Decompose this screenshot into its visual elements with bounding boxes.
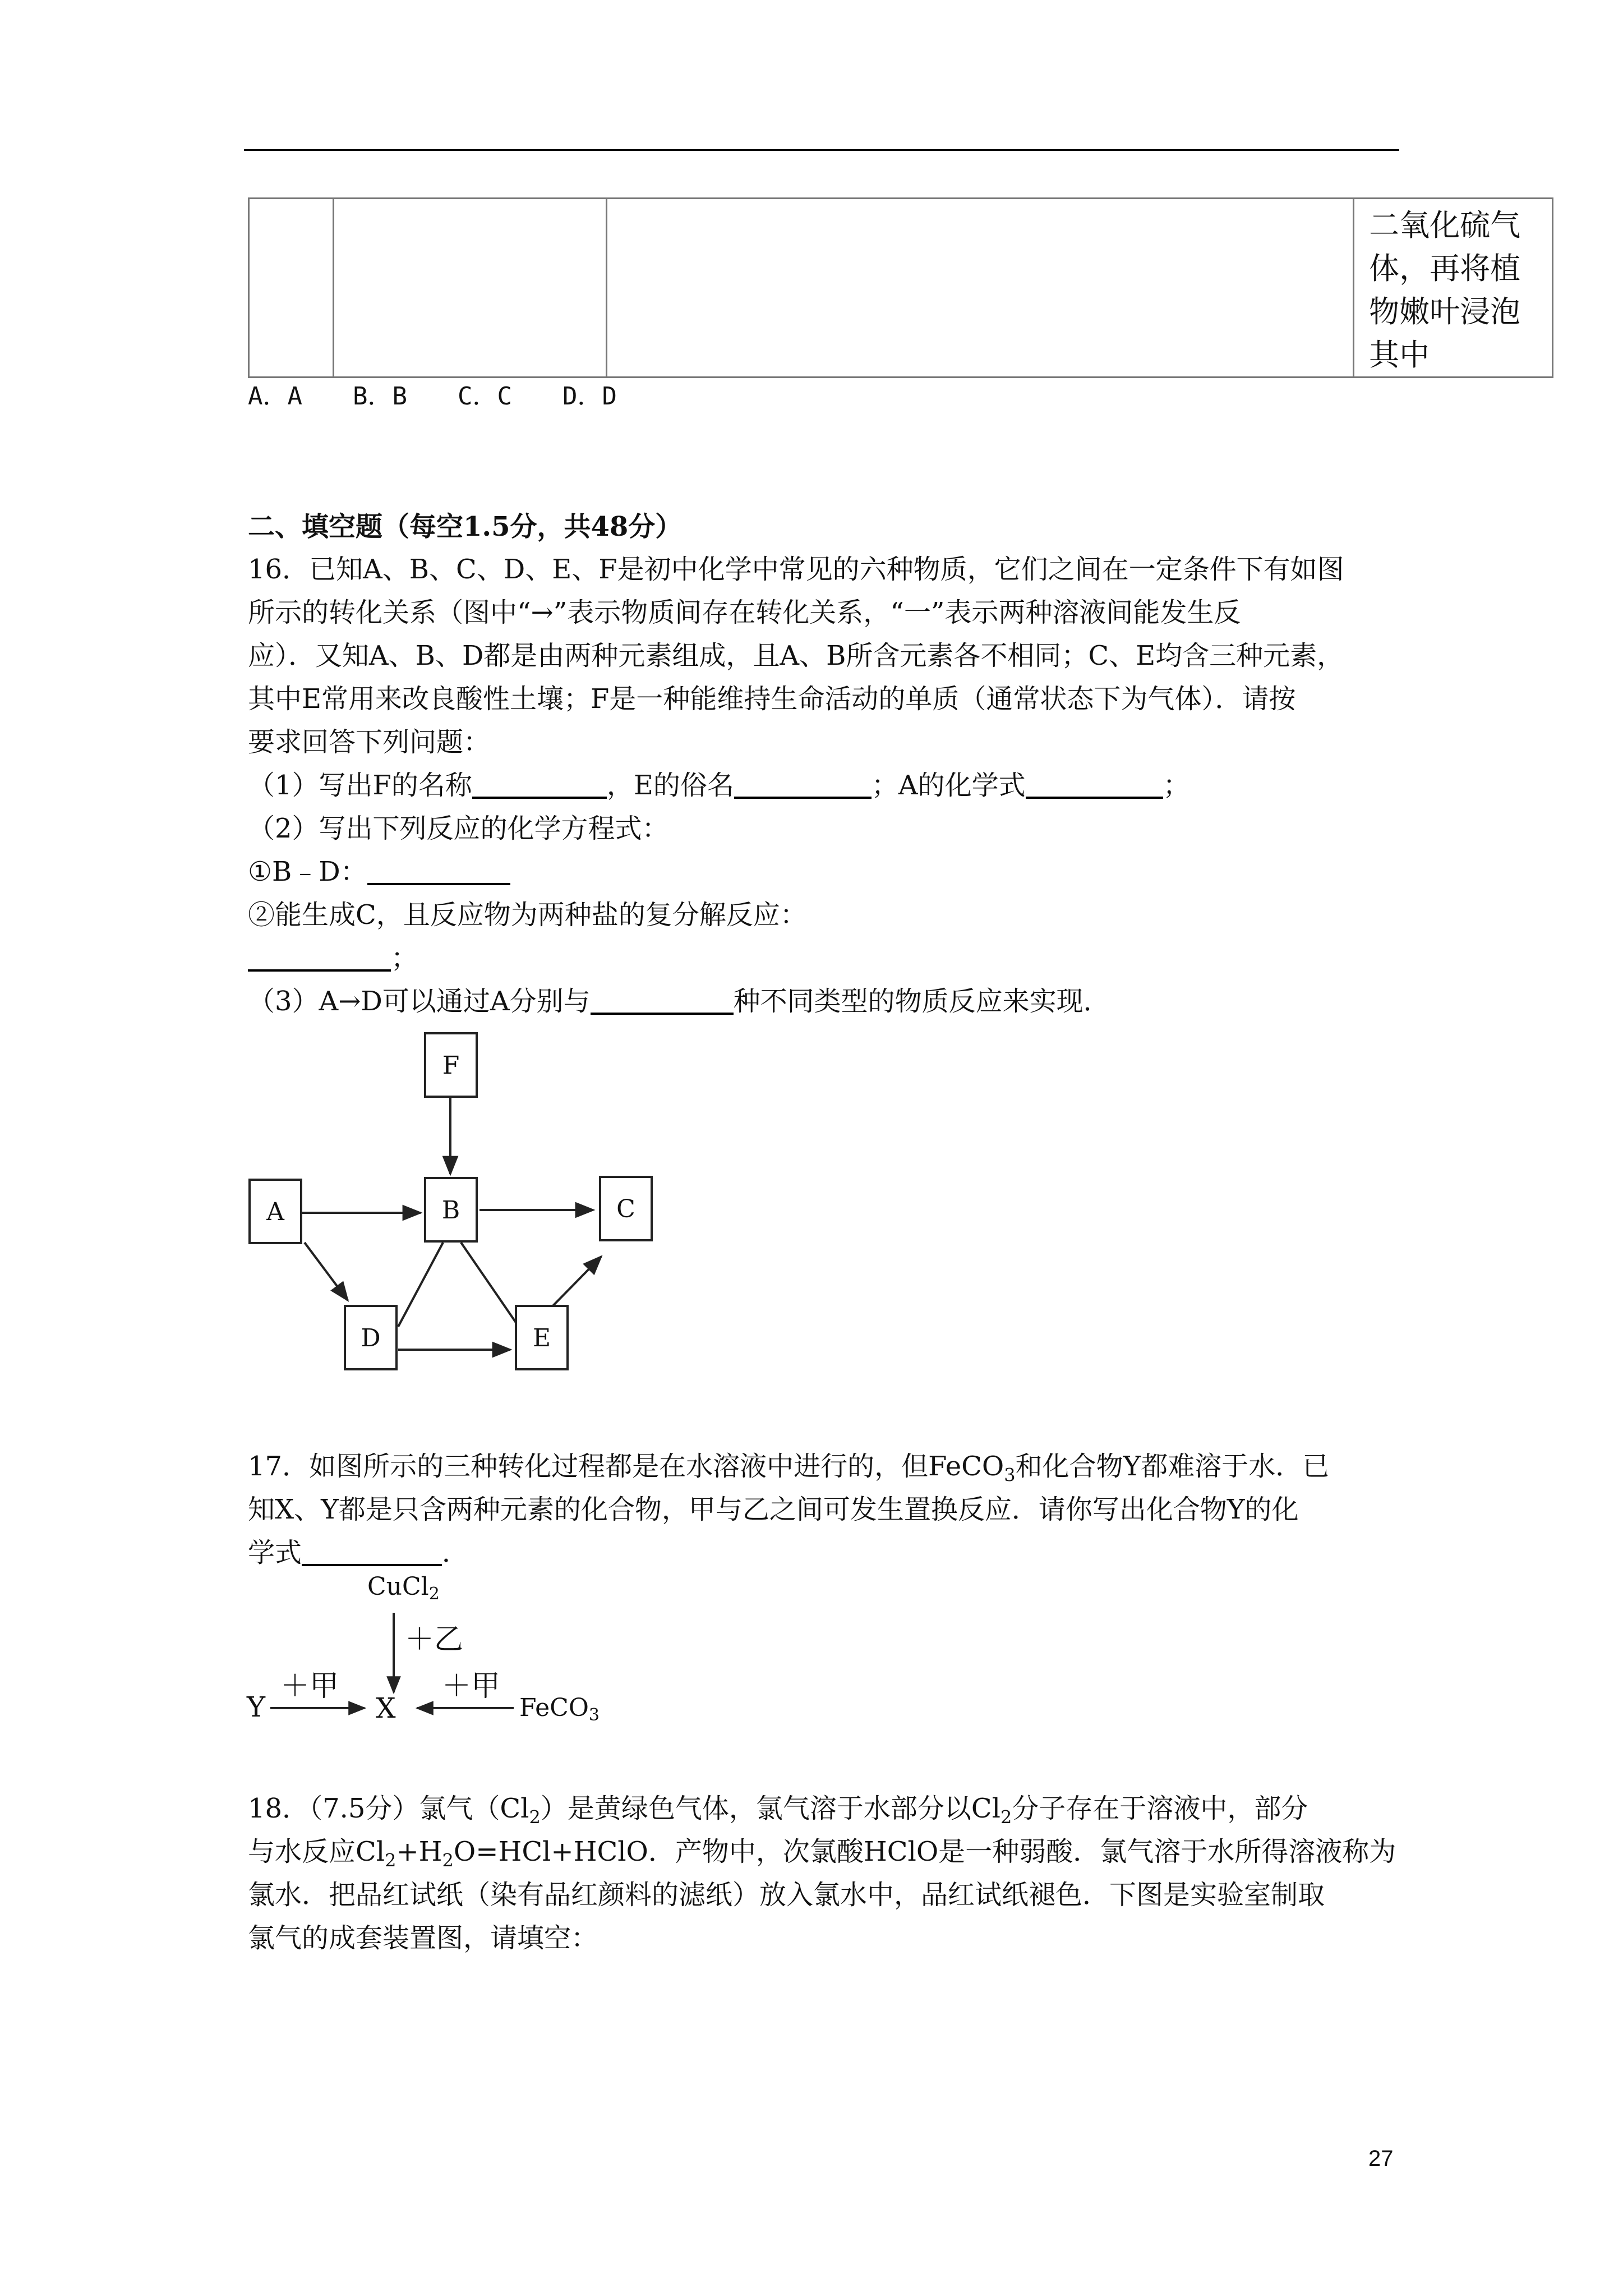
node-label-f: F <box>442 1051 460 1080</box>
subscript: 2 <box>385 1849 396 1871</box>
option-b: B．B <box>352 382 407 411</box>
page-number: 27 <box>1368 2146 1394 2171</box>
q16-p3-text-b: 种不同类型的物质反应来实现． <box>733 986 1110 1017</box>
line-b-d <box>398 1243 443 1327</box>
answer-blank[interactable] <box>1026 771 1163 799</box>
subscript: 3 <box>1004 1464 1016 1486</box>
node-label-b: B <box>441 1196 460 1225</box>
subscript: 2 <box>442 1849 454 1871</box>
q17-line-3 <box>248 1531 469 1570</box>
option-d: D．D <box>562 382 617 411</box>
q18-line-3: 氯水．把品红试纸（染有品红颜料的滤纸）放入氯水中，品红试纸褪色．下图是实验室制取 <box>248 1879 1325 1911</box>
q16-p2-2-end: ； <box>391 942 418 974</box>
table-cell <box>249 199 334 378</box>
q16-p1-text-d: ； <box>1163 770 1190 801</box>
option-a: A．A <box>248 382 302 411</box>
q16-line-2: 所示的转化关系（图中“→”表示物质间存在转化关系，“一”表示两种溶液间能发生反 <box>248 597 1241 628</box>
label-plus-yi: ＋乙 <box>405 1623 464 1657</box>
q16-part2: （2）写出下列反应的化学方程式： <box>248 813 669 844</box>
q18-text: 18．（7.5分）氯气（Cl <box>248 1793 529 1824</box>
q17-text-d: ． <box>442 1537 469 1568</box>
q16-line-4: 其中E常用来改良酸性土壤；F是一种能维持生命活动的单质（通常状态下为气体）．请按 <box>248 683 1296 715</box>
subscript: 2 <box>1000 1806 1012 1828</box>
q18-line-2 <box>248 1830 1396 1871</box>
answer-options <box>248 376 617 412</box>
q17-text-b: 和化合物Y都难溶于水．已 <box>1015 1451 1330 1482</box>
node-label-d: D <box>361 1324 381 1352</box>
node-label-c: C <box>616 1195 635 1223</box>
table-row <box>249 199 1553 378</box>
q18-text: O=HCl+HClO．产物中，次氯酸HClO是一种弱酸．氯气溶于水所得溶液称为 <box>453 1836 1396 1867</box>
table-cell-text: 二氧化硫气体，再将植物嫩叶浸泡其中 <box>1369 208 1521 372</box>
q16-part1 <box>248 763 1190 802</box>
label-plus-jia-left: ＋甲 <box>280 1669 339 1703</box>
label-cucl2: CuCl2 <box>367 1572 440 1604</box>
q18-text: ）是黄绿色气体，氯气溶于水部分以Cl <box>540 1793 1000 1824</box>
q16-p1-text-c: ；A的化学式 <box>871 770 1026 801</box>
continued-table <box>248 197 1553 378</box>
q17-line-2: 知X、Y都是只含两种元素的化合物，甲与乙之间可发生置换反应．请你写出化合物Y的化 <box>248 1494 1299 1525</box>
q16-p3-text-a: （3）A→D可以通过A分别与 <box>248 986 591 1017</box>
q16-part3 <box>248 979 1110 1018</box>
q18-line-1 <box>248 1787 1308 1828</box>
q16-p1-text-b: ，E的俗名 <box>606 770 734 801</box>
node-label-a: A <box>266 1198 284 1226</box>
q16-part2-1 <box>248 850 510 889</box>
q16-part2-2: ②能生成C，且反应物为两种盐的复分解反应： <box>248 899 807 931</box>
answer-blank[interactable] <box>734 771 872 799</box>
table-cell <box>607 199 1354 378</box>
arrow-a-to-d <box>305 1243 348 1300</box>
line-b-e <box>461 1243 519 1327</box>
section-heading: 二、填空题（每空1.5分，共48分） <box>248 511 683 542</box>
q16-p2-1-text: ①B﹣D： <box>248 856 367 887</box>
q16-line-1: 16．已知A、B、C、D、E、F是初中化学中常见的六种物质，它们之间在一定条件下有如图 <box>248 554 1344 585</box>
label-x: X <box>376 1692 396 1724</box>
answer-blank[interactable] <box>248 944 391 972</box>
label-feco3: FeCO3 <box>519 1694 600 1725</box>
node-label-e: E <box>532 1324 551 1352</box>
subscript: 2 <box>529 1806 541 1828</box>
q18-text: +H <box>396 1836 442 1867</box>
answer-blank[interactable] <box>591 987 734 1015</box>
answer-blank[interactable] <box>472 771 607 799</box>
q16-part2-2-answer <box>248 936 418 975</box>
q17-text-a: 17．如图所示的三种转化过程都是在水溶液中进行的，但FeCO <box>248 1451 1004 1482</box>
q16-p1-text-a: （1）写出F的名称 <box>248 770 472 801</box>
header-rule <box>244 149 1399 151</box>
q16-line-5: 要求回答下列问题： <box>248 726 491 758</box>
table-cell <box>1354 199 1553 378</box>
answer-blank[interactable] <box>367 857 510 885</box>
label-y: Y <box>247 1691 266 1723</box>
table-cell <box>334 199 607 378</box>
q17-text-c: 学式 <box>248 1537 302 1568</box>
q17-line-1 <box>248 1444 1329 1486</box>
option-c: C．C <box>457 382 512 411</box>
q18-text: 分子存在于溶液中，部分 <box>1012 1793 1308 1824</box>
q18-text: 与水反应Cl <box>248 1836 385 1867</box>
label-plus-jia-right: ＋甲 <box>442 1669 501 1703</box>
q18-line-4: 氯气的成套装置图，请填空： <box>248 1922 598 1954</box>
answer-blank[interactable] <box>302 1538 442 1566</box>
q17-reaction-diagram <box>241 1568 634 1736</box>
q16-transformation-diagram <box>241 1027 667 1397</box>
q16-line-3: 应）．又知A、B、D都是由两种元素组成，且A、B所含元素各不相同；C、E均含三种元素， <box>248 640 1344 671</box>
